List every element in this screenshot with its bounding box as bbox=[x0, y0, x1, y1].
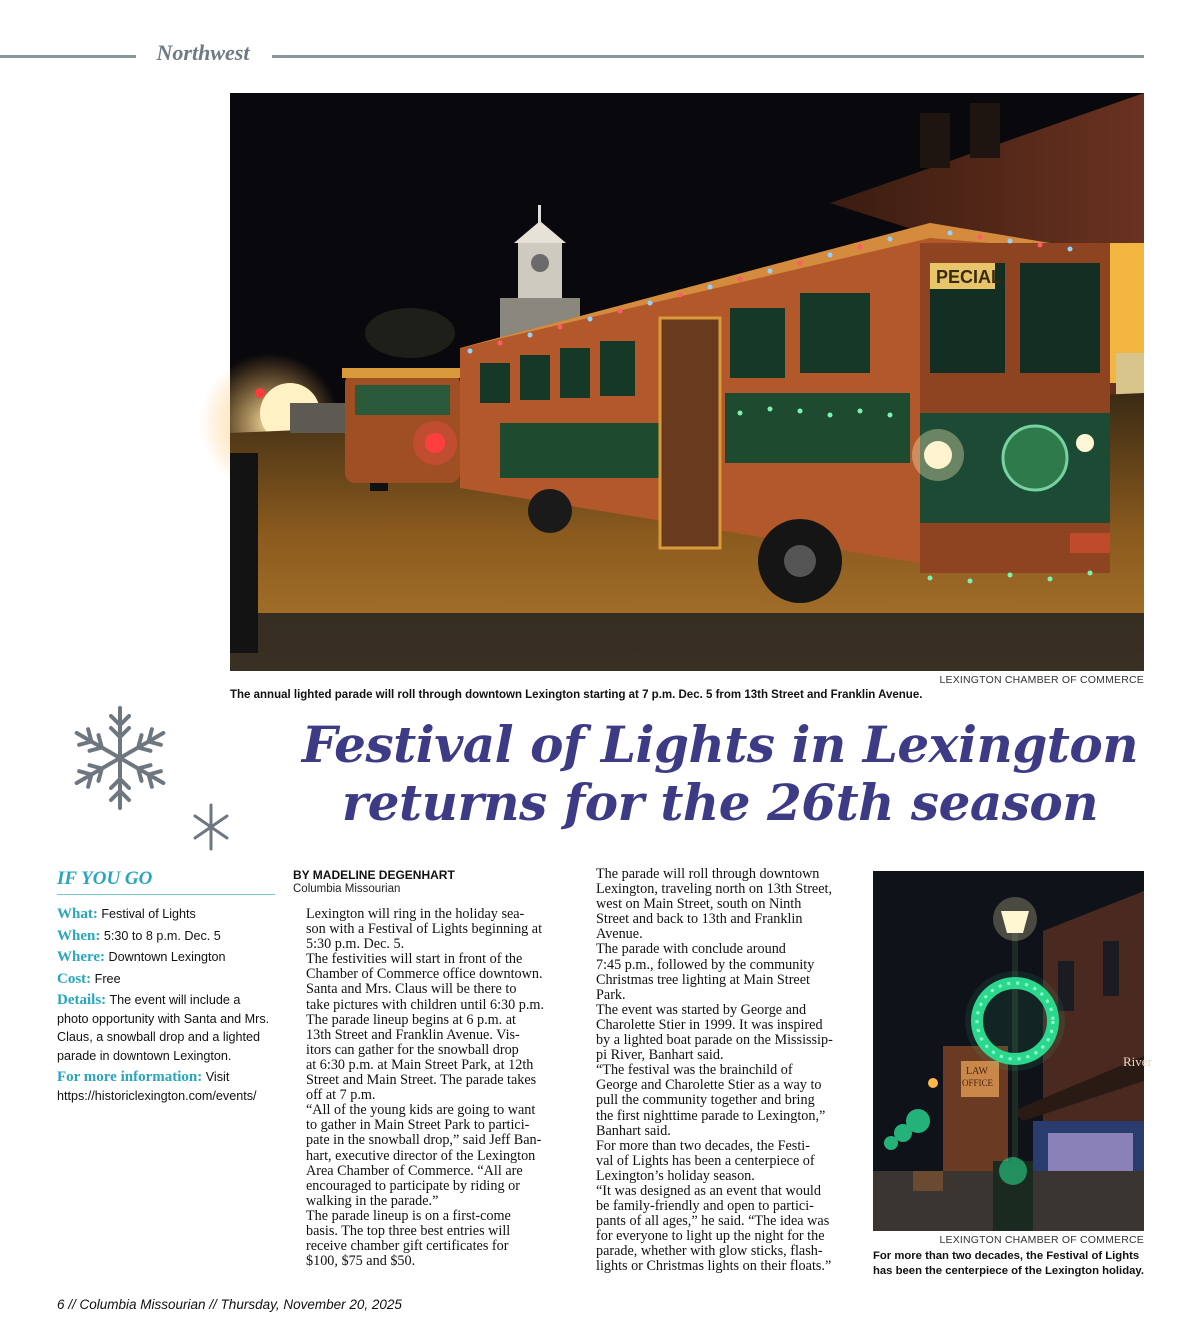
info-value: The event will include a photo opportunity with Santa and Mrs. Claus, a snowball drop and a lighted parade in downtown Lexington. bbox=[57, 993, 270, 1063]
sign-law: LAW bbox=[966, 1066, 988, 1077]
article-paragraph bbox=[583, 867, 858, 942]
article-line: pate in the snowball drop,” said Jeff Ban- bbox=[306, 1132, 542, 1149]
article-line: hart, executive director of the Lexington bbox=[306, 1147, 536, 1164]
article-line: Lexington will ring in the holiday sea- bbox=[306, 906, 525, 922]
article-line: The festivities will start in front of the bbox=[306, 951, 523, 968]
article-line: off at 7 p.m. bbox=[306, 1087, 376, 1104]
side-photo-credit: LEXINGTON CHAMBER OF COMMERCE bbox=[939, 1234, 1144, 1246]
article-paragraph bbox=[583, 1184, 858, 1275]
article-paragraph bbox=[583, 1003, 858, 1063]
downtown-wreath-illustration bbox=[873, 871, 1152, 1231]
byline-organization: Columbia Missourian bbox=[293, 883, 401, 895]
article-line: 5:30 p.m. Dec. 5. bbox=[306, 936, 405, 953]
article-line: for everyone to light up the night for the bbox=[596, 1228, 825, 1245]
article-line: itors can gather for the snowball drop bbox=[306, 1041, 519, 1058]
article-line: basis. The top three best entries will bbox=[306, 1222, 511, 1239]
article-line: pull the community together and bring bbox=[596, 1092, 815, 1109]
info-label: For more information: bbox=[57, 1069, 203, 1085]
info-label: Details: bbox=[57, 992, 107, 1008]
section-rule-right bbox=[272, 55, 1144, 58]
section-name: Northwest bbox=[156, 40, 250, 65]
article-line: west on Main Street, south on Ninth bbox=[596, 896, 802, 913]
sign-river: River bbox=[1123, 1054, 1152, 1069]
article-line: lights or Christmas lights on their floats.” bbox=[596, 1258, 832, 1275]
info-box bbox=[57, 905, 272, 1108]
byline: BY MADELINE DEGENHART bbox=[293, 868, 455, 882]
article-line: parade, whether with glow sticks, flash- bbox=[596, 1243, 823, 1260]
article-paragraph bbox=[583, 1139, 858, 1184]
info-value: 5:30 to 8 p.m. Dec. 5 bbox=[103, 928, 221, 943]
article-line: Santa and Mrs. Claus will be there to bbox=[306, 981, 517, 998]
info-value: Free bbox=[94, 971, 121, 986]
article-line: Lexington, traveling north on 13th Street, bbox=[596, 881, 833, 898]
article-line: “All of the young kids are going to want bbox=[306, 1102, 536, 1119]
article-paragraph bbox=[293, 1103, 568, 1209]
info-item-when bbox=[57, 927, 272, 946]
info-value: Downtown Lexington bbox=[108, 950, 226, 964]
side-photo-caption: For more than two decades, the Festival of Lights has been the centerpiece of the Lexington holiday. bbox=[873, 1250, 1144, 1277]
article-line: the first nighttime parade to Lexington,” bbox=[596, 1107, 826, 1124]
article-line: walking in the parade.” bbox=[306, 1192, 439, 1209]
article-line: take pictures with children until 6:30 p.m. bbox=[306, 996, 544, 1013]
info-box-title: IF YOU GO bbox=[57, 868, 275, 895]
info-value: Festival of Lights bbox=[101, 907, 196, 921]
article-line: The parade lineup is on a first-come bbox=[306, 1207, 511, 1224]
headline-line-1: Festival of Lights in Lexington bbox=[301, 715, 1139, 774]
article-line: by a lighted boat parade on the Mississip- bbox=[596, 1032, 833, 1049]
article-line: pi River, Banhart said. bbox=[596, 1047, 724, 1064]
article-line: Street and back to 13th and Franklin bbox=[596, 911, 803, 928]
article-line: $100, $75 and $50. bbox=[306, 1253, 416, 1270]
main-photo bbox=[230, 93, 1144, 671]
article-paragraph bbox=[293, 952, 568, 1012]
article-line: at 6:30 p.m. at Main Street Park, at 12th bbox=[306, 1056, 534, 1073]
article-paragraph bbox=[583, 942, 858, 1002]
article-line: George and Charolette Stier as a way to bbox=[596, 1077, 822, 1094]
article-line: The event was started by George and bbox=[596, 1001, 807, 1018]
small-snowflake-icon bbox=[193, 803, 229, 851]
info-value-link[interactable]: Visit https://historiclexington.com/events/ bbox=[57, 1070, 257, 1103]
article-column-1 bbox=[293, 907, 568, 1269]
main-photo-caption: The annual lighted parade will roll through downtown Lexington starting at 7 p.m. Dec. 5 from 13th Street and Franklin Avenue. bbox=[230, 689, 923, 701]
article-line: “The festival was the brainchild of bbox=[596, 1062, 793, 1079]
trolley-sign-text: PECIAL bbox=[936, 267, 1003, 287]
article-line: son with a Festival of Lights beginning at bbox=[306, 921, 543, 938]
article-line: The parade lineup begins at 6 p.m. at bbox=[306, 1011, 516, 1028]
article-paragraph bbox=[293, 1209, 568, 1269]
headline bbox=[290, 716, 1150, 832]
snowflake-icon bbox=[60, 703, 180, 813]
article-line: be family-friendly and open to partici- bbox=[596, 1198, 814, 1215]
article-line: “It was designed as an event that would bbox=[596, 1182, 821, 1199]
article-line: For more than two decades, the Festi- bbox=[596, 1137, 810, 1154]
info-item-where bbox=[57, 948, 272, 967]
article-paragraph bbox=[293, 1013, 568, 1104]
info-label: Where: bbox=[57, 949, 106, 965]
article-paragraph bbox=[583, 1063, 858, 1138]
info-item-cost bbox=[57, 970, 272, 989]
info-item-more-info bbox=[57, 1068, 272, 1105]
article-line: Park. bbox=[596, 986, 626, 1003]
article-line: Christmas tree lighting at Main Street bbox=[596, 971, 810, 988]
article-line: Area Chamber of Commerce. “All are bbox=[306, 1162, 523, 1179]
side-photo bbox=[873, 871, 1152, 1231]
article-column-2 bbox=[583, 867, 858, 1275]
info-item-what bbox=[57, 905, 272, 924]
article-line: pants of all ages,” he said. “The idea was bbox=[596, 1213, 830, 1230]
article-line: Banhart said. bbox=[596, 1122, 671, 1139]
article-line: 7:45 p.m., followed by the community bbox=[596, 956, 815, 973]
article-line: receive chamber gift certificates for bbox=[306, 1238, 509, 1255]
article-line: 13th Street and Franklin Avenue. Vis- bbox=[306, 1026, 520, 1043]
article-line: to gather in Main Street Park to partici- bbox=[306, 1117, 530, 1134]
article-line: Street and Main Street. The parade takes bbox=[306, 1072, 537, 1089]
article-line: val of Lights has been a centerpiece of bbox=[596, 1152, 815, 1169]
info-label: Cost: bbox=[57, 970, 92, 987]
article-line: Chamber of Commerce office downtown. bbox=[306, 966, 543, 983]
sign-office: OFFICE bbox=[962, 1078, 994, 1088]
info-label: What: bbox=[57, 906, 98, 922]
headline-line-2: returns for the 26th season bbox=[341, 773, 1099, 832]
article-line: Avenue. bbox=[596, 926, 643, 943]
info-item-details bbox=[57, 991, 272, 1065]
main-photo-credit: LEXINGTON CHAMBER OF COMMERCE bbox=[939, 674, 1144, 686]
page-footer: 6 // Columbia Missourian // Thursday, November 20, 2025 bbox=[57, 1297, 402, 1312]
article-line: Charolette Stier in 1999. It was inspired bbox=[596, 1016, 823, 1033]
article-paragraph bbox=[293, 907, 568, 952]
trolley-parade-illustration bbox=[230, 93, 1144, 671]
section-rule-left bbox=[0, 55, 136, 58]
article-line: The parade will roll through downtown bbox=[596, 866, 820, 882]
article-line: The parade with conclude around bbox=[596, 941, 786, 958]
article-line: Lexington’s holiday season. bbox=[596, 1167, 755, 1184]
article-line: encouraged to participate by riding or bbox=[306, 1177, 520, 1194]
info-label: When: bbox=[57, 927, 101, 944]
